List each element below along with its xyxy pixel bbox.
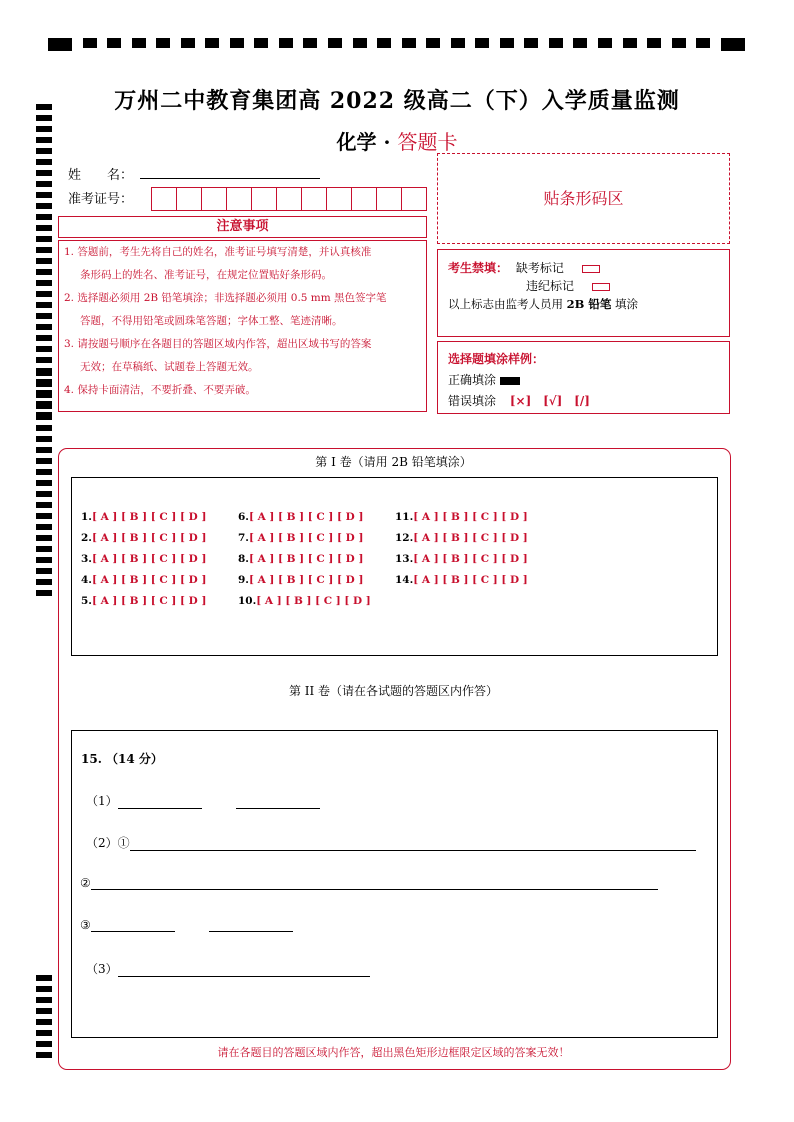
mc-question-3[interactable] (81, 553, 206, 565)
mc-number: 14. (395, 574, 414, 586)
mc-number: 8. (238, 553, 249, 565)
mc-options[interactable]: [ A ] [ B ] [ C ] [ D ] (413, 532, 528, 544)
notice-line: 2. 选择题必须用 2B 铅笔填涂；非选择题必须用 0.5 mm 黑色签字笔 (64, 292, 387, 304)
mc-number: 13. (395, 553, 414, 565)
mc-number: 2. (81, 532, 92, 544)
page-title: 万州二中教育集团高 2022 级高二（下）入学质量监测 (114, 88, 680, 114)
q15-part3-label: （3） (86, 962, 118, 976)
notice-line: 3. 请按题号顺序在各题目的答题区域内作答，超出区域书写的答案 (64, 338, 372, 350)
mc-question-1[interactable] (81, 511, 206, 523)
q15-part2 (86, 834, 696, 851)
top-alignment-marks (48, 38, 745, 51)
answer-blank[interactable] (91, 876, 658, 890)
wrong-mark: [√] (543, 394, 563, 408)
mc-options[interactable]: [ A ] [ B ] [ C ] [ D ] (91, 553, 207, 565)
proctor-note-suffix: 填涂 (615, 297, 639, 311)
answer-blank[interactable] (236, 795, 320, 809)
fill-example-panel (437, 341, 730, 414)
mc-number: 5. (81, 595, 92, 607)
mc-number: 4. (81, 574, 92, 586)
mc-options[interactable]: [ A ] [ B ] [ C ] [ D ] (256, 595, 371, 607)
wrong-fill-label: 错误填涂 (448, 394, 497, 408)
q15-part2c (80, 918, 293, 932)
exam-id-boxes[interactable] (152, 187, 427, 211)
q15-part3 (86, 960, 370, 977)
mc-question-10[interactable] (238, 595, 371, 607)
mc-options[interactable]: [ A ] [ B ] [ C ] [ D ] (91, 595, 207, 607)
name-input-line[interactable] (140, 178, 320, 179)
q15-part2b-label: ② (80, 876, 91, 890)
mc-options[interactable]: [ A ] [ B ] [ C ] [ D ] (91, 511, 207, 523)
answer-blank[interactable] (130, 837, 696, 851)
q15-part2-label: （2）① (86, 836, 130, 850)
mc-options[interactable]: [ A ] [ B ] [ C ] [ D ] (91, 532, 207, 544)
mc-question-11[interactable] (395, 511, 528, 523)
proctor-note-bold: 2B 铅笔 (566, 297, 612, 311)
question-15-title: 15. （14 分） (81, 752, 163, 766)
notice-line: 答题，不得用铅笔或圆珠笔答题；字体工整、笔迹清晰。 (80, 315, 343, 327)
name-label: 姓 名： (68, 168, 134, 183)
barcode-label: 贴条形码区 (543, 189, 624, 208)
subject-label: 化学 (336, 130, 377, 154)
proctor-panel (437, 249, 730, 337)
mc-question-2[interactable] (81, 532, 206, 544)
q15-part1-label: （1） (86, 794, 118, 808)
violation-mark-box[interactable] (592, 283, 610, 291)
mc-options[interactable]: [ A ] [ B ] [ C ] [ D ] (413, 553, 528, 565)
proctor-note (448, 296, 638, 312)
multiple-choice-box (71, 477, 718, 656)
barcode-area (437, 153, 730, 244)
correct-fill-swatch (500, 377, 520, 385)
proctor-note-prefix: 以上标志由监考人员用 (448, 297, 563, 311)
dot-separator: · (383, 130, 391, 154)
mc-options[interactable]: [ A ] [ B ] [ C ] [ D ] (413, 574, 528, 586)
notice-line: 条形码上的姓名、准考证号，在规定位置贴好条形码。 (80, 269, 332, 281)
answer-blank[interactable] (118, 963, 370, 977)
fill-example-title-text: 选择题填涂样例： (448, 352, 545, 366)
mc-question-12[interactable] (395, 532, 528, 544)
absent-mark-box[interactable] (582, 265, 600, 273)
part2-title: 第 II 卷（请在各试题的答题区内作答） (288, 684, 499, 698)
side-marks-middle (36, 370, 52, 601)
notice-line: 无效；在草稿纸、试题卷上答题无效。 (80, 361, 259, 373)
side-marks-bottom (36, 975, 52, 1063)
mc-options[interactable]: [ A ] [ B ] [ C ] [ D ] (248, 574, 364, 586)
notice-line: 4. 保持卡面清洁，不要折叠、不要弄破。 (64, 384, 256, 396)
correct-fill-label: 正确填涂 (448, 373, 497, 387)
mc-options[interactable]: [ A ] [ B ] [ C ] [ D ] (248, 553, 364, 565)
mc-number: 12. (395, 532, 414, 544)
mc-options[interactable]: [ A ] [ B ] [ C ] [ D ] (413, 511, 528, 523)
proctor-label: 考生禁填： (448, 261, 509, 275)
violation-label: 违纪标记 (526, 279, 575, 293)
mc-question-9[interactable] (238, 574, 363, 586)
mc-question-8[interactable] (238, 553, 363, 565)
notice-line: 1. 答题前，考生先将自己的姓名，准考证号填写清楚，并认真核准 (64, 246, 372, 258)
card-label: 答题卡 (397, 130, 458, 154)
mc-options[interactable]: [ A ] [ B ] [ C ] [ D ] (91, 574, 207, 586)
mc-number: 3. (81, 553, 92, 565)
mc-number: 9. (238, 574, 249, 586)
q15-part2b (80, 876, 658, 890)
mc-number: 7. (238, 532, 249, 544)
wrong-mark: [/] (574, 394, 590, 408)
mc-question-7[interactable] (238, 532, 363, 544)
q15-part1 (86, 792, 320, 809)
page-subtitle (0, 126, 794, 155)
answer-blank[interactable] (209, 918, 293, 932)
mc-question-5[interactable] (81, 595, 206, 607)
footer-warning: 请在各题目的答题区域内作答，超出黑色矩形边框限定区域的答案无效！ (217, 1046, 570, 1059)
mc-number: 10. (238, 595, 257, 607)
wrong-mark: [×] (509, 394, 532, 408)
answer-blank[interactable] (91, 918, 175, 932)
absent-label: 缺考标记 (515, 261, 564, 275)
notice-body (58, 240, 427, 412)
fill-example-title (448, 350, 544, 367)
mc-number: 1. (81, 511, 92, 523)
mc-options[interactable]: [ A ] [ B ] [ C ] [ D ] (248, 511, 364, 523)
mc-number: 11. (395, 511, 414, 523)
mc-number: 6. (238, 511, 249, 523)
mc-question-14[interactable] (395, 574, 528, 586)
part1-title: 第 I 卷（请用 2B 铅笔填涂） (315, 455, 472, 469)
mc-question-6[interactable] (238, 511, 363, 523)
mc-options[interactable]: [ A ] [ B ] [ C ] [ D ] (248, 532, 364, 544)
q15-part2c-label: ③ (80, 918, 91, 932)
answer-blank[interactable] (118, 795, 202, 809)
notice-heading: 注意事项 (58, 216, 427, 238)
id-label: 准考证号： (68, 192, 134, 207)
mc-question-4[interactable] (81, 574, 206, 586)
mc-question-13[interactable] (395, 553, 528, 565)
